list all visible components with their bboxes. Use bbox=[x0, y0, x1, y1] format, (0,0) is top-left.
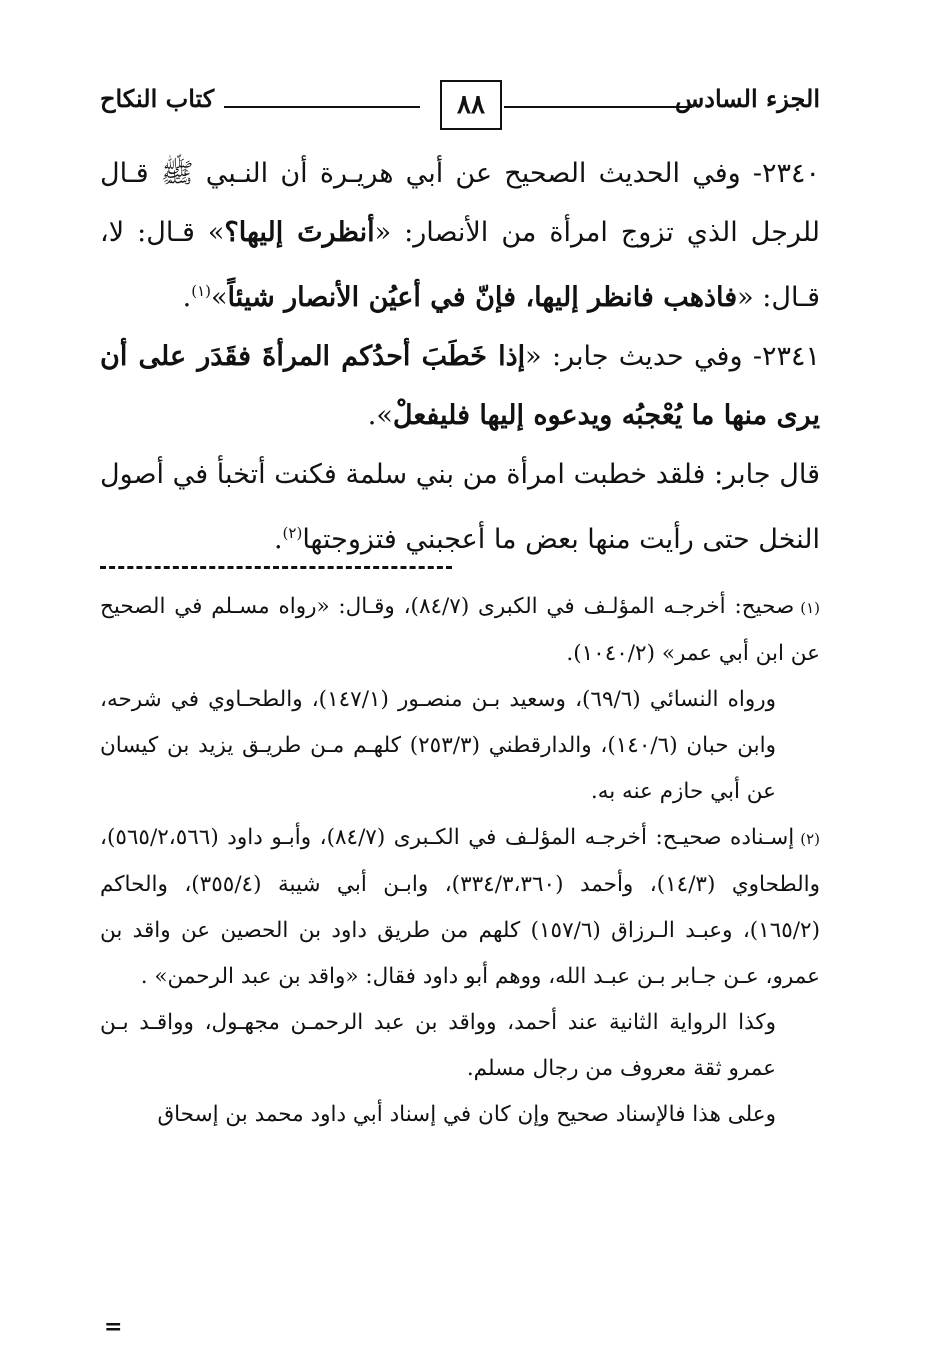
footnote-number: (٢) bbox=[800, 830, 820, 848]
footnote-ref: (١) bbox=[191, 282, 212, 300]
footnote-ref: (٢) bbox=[282, 524, 303, 542]
hadith-2340: ٢٣٤٠- وفي الحديث الصحيح عن أبي هريـرة أن النـبي ﷺ قـال للرجل الذي تزوج امرأة من الأنصار: «أنظرتَ إليها؟» قـال: لا، قـال: «فاذهب فانظر إليها، فإنّ في أعيُن الأنصار شيئاً»$^{(١)}$. bbox=[100, 158, 820, 313]
hadith-2341: ٢٣٤١- وفي حديث جابر: «إذا خَطَبَ أحدُكم المرأةَ فقَدَر على أن يرى منها ما يُعْجبُه ويدعوه إليها فليفعلْ». bbox=[100, 341, 820, 431]
footnote-1-continued: ورواه النسائي (٦٩/٦)، وسعيد بـن منصـور (١٤٧/١)، والطحـاوي في شرحه، وابن حبان (١٤٠/٦)، والدارقطني (٢٥٣/٣) كلهـم مـن طريـق يزيد بن كيسان عن أبي حازم عنه به. bbox=[100, 687, 776, 804]
footnote-2-continued: وكذا الرواية الثانية عند أحمد، وواقد بن عبد الرحمـن مجهـول، وواقـد بـن عمرو ثقة معروف من رجال مسلم. bbox=[100, 1010, 776, 1081]
footnote-number: (١) bbox=[800, 599, 820, 617]
header-rule-right bbox=[504, 106, 692, 108]
footnote-separator bbox=[100, 566, 452, 569]
page-number: ٨٨ bbox=[440, 80, 502, 130]
page-header bbox=[100, 70, 820, 132]
quote-bold: إذا خَطَبَ أحدُكم المرأةَ فقَدَر على أن يرى منها ما يُعْجبُه ويدعوه إليها فليفعلْ bbox=[100, 341, 820, 431]
quote-bold: فاذهب فانظر إليها، فإنّ في أعيُن الأنصار شيئاً bbox=[227, 282, 738, 313]
footnotes bbox=[100, 584, 820, 1138]
quote-bold: أنظرتَ إليها؟ bbox=[224, 217, 375, 248]
footnote-2-continued: وعلى هذا فالإسناد صحيح وإن كان في إسناد أبي داود محمد بن إسحاق bbox=[157, 1102, 776, 1127]
footnote-2: (٢)إسـناده صحيـح: أخرجـه المؤلـف في الكـبرى (٨٤/٧)، وأبـو داود (٥٦٥/٢،٥٦٦)، والطحاوي (١٤/٣)، وأحمد (٣٣٤/٣،٣٦٠)، وابـن أبي شيبة (٣٥٥/٤)، والحاكم (١٦٥/٢)، وعبـد الـرزاق (١٥٧/٦) كلهم من طريق داود بن الحصين عن واقد بن عمرو، عـن جـابر بـن عبـد الله، ووهم أبو داود فقال: «واقد بن عبد الرحمن» . bbox=[100, 825, 821, 989]
jabir-statement: قال جابر: فلقد خطبت امرأة من بني سلمة فكنت أتخبأ في أصول النخل حتى رأيت منها بعض ما أعجبني فتزوجتها$^{(٢)}$. bbox=[100, 459, 820, 555]
header-rule-left bbox=[224, 106, 420, 108]
main-text bbox=[100, 144, 820, 569]
footnote-1: (١)صحيح: أخرجـه المؤلـف في الكبرى (٨٤/٧)، وقـال: «رواه مسـلم في الصحيح عن ابن أبي عمر» (١٠٤٠/٢). bbox=[100, 594, 820, 666]
continuation-mark: = bbox=[104, 1314, 123, 1340]
book-title: كتاب النكاح bbox=[100, 84, 215, 113]
book-page bbox=[100, 70, 820, 1350]
volume-title: الجزء السادس bbox=[674, 84, 820, 113]
